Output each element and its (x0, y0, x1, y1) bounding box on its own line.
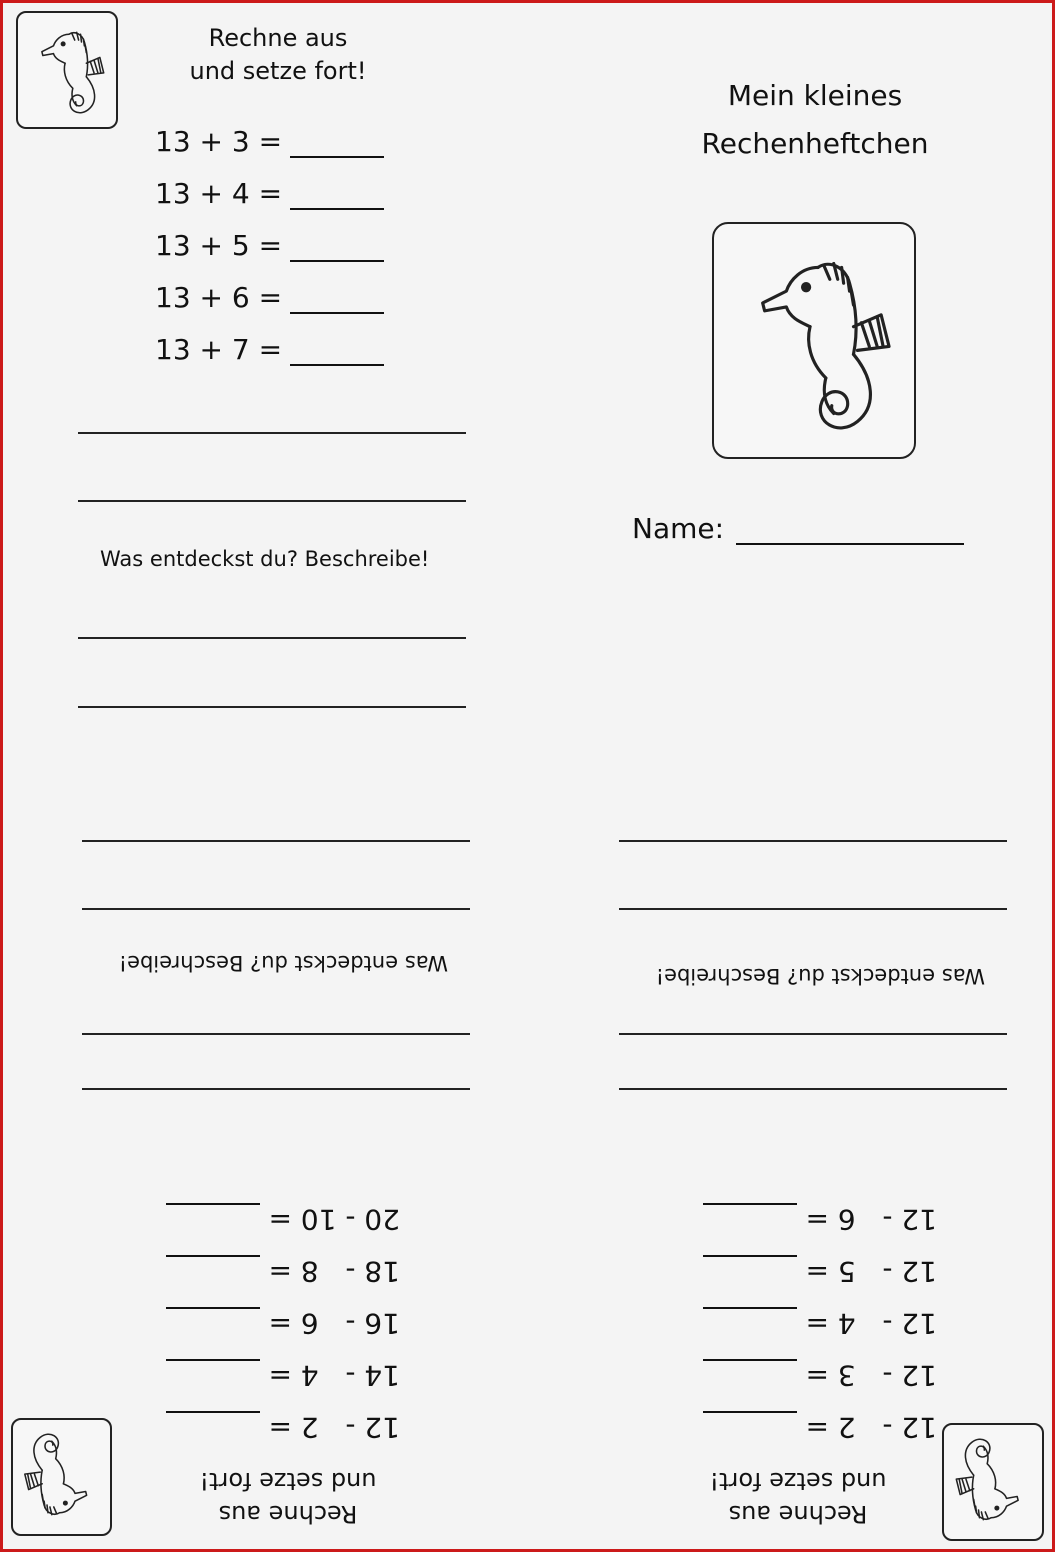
answer-blank[interactable] (703, 1203, 797, 1229)
sub-right-question: Was entdeckst du? Beschreibe! (655, 964, 985, 988)
writing-line[interactable] (82, 1033, 470, 1035)
sub-left-title (170, 1464, 406, 1530)
addition-equation-1: 13 + 3 = (155, 124, 384, 158)
sub-right-title (680, 1464, 916, 1530)
sub-left-equation-1: 12 - 2 = (166, 1411, 400, 1445)
answer-blank[interactable] (290, 340, 384, 366)
sub-left-equation-2: 14 - 4 = (166, 1359, 400, 1393)
addition-equation-5: 13 + 7 = (155, 332, 384, 366)
writing-line[interactable] (619, 1033, 1007, 1035)
writing-line[interactable] (78, 706, 466, 708)
sub-right-title-line2: und setze fort! (709, 1467, 887, 1495)
sub-right-equation-1: 12 - 2 = (703, 1411, 937, 1445)
answer-blank[interactable] (703, 1359, 797, 1385)
answer-blank[interactable] (166, 1203, 260, 1229)
addition-equation-4: 13 + 6 = (155, 280, 384, 314)
sub-left-title-line2: und setze fort! (199, 1467, 377, 1495)
cover-title (660, 72, 970, 168)
cover-title-line1: Mein kleines (727, 79, 903, 112)
addition-title-line1: Rechne aus (208, 24, 348, 52)
sub-left-title-line1: Rechne aus (218, 1500, 358, 1528)
seahorse-icon (942, 1423, 1044, 1541)
sub-left-question: Was entdeckst du? Beschreibe! (118, 951, 448, 975)
answer-blank[interactable] (290, 184, 384, 210)
name-field (632, 512, 964, 545)
answer-blank[interactable] (703, 1307, 797, 1333)
writing-line[interactable] (619, 1088, 1007, 1090)
writing-line[interactable] (78, 500, 466, 502)
writing-line[interactable] (619, 840, 1007, 842)
writing-line[interactable] (82, 1088, 470, 1090)
addition-equation-2: 13 + 4 = (155, 176, 384, 210)
sub-left-upper-block (80, 820, 470, 1100)
sub-right-equation-3: 12 - 4 = (703, 1307, 937, 1341)
seahorse-icon (11, 1418, 112, 1536)
answer-blank[interactable] (166, 1307, 260, 1333)
sub-right-equation-2: 12 - 3 = (703, 1359, 937, 1393)
writing-line[interactable] (82, 908, 470, 910)
sub-right-equations (697, 1180, 937, 1445)
answer-blank[interactable] (166, 1411, 260, 1437)
sub-right-equation-4: 12 - 5 = (703, 1255, 937, 1289)
answer-blank[interactable] (290, 132, 384, 158)
answer-blank[interactable] (166, 1255, 260, 1281)
writing-line[interactable] (82, 840, 470, 842)
addition-title-line2: und setze fort! (189, 57, 367, 85)
sub-right-equation-5: 12 - 6 = (703, 1203, 937, 1237)
addition-equation-3: 13 + 5 = (155, 228, 384, 262)
sub-right-upper-block (617, 820, 1007, 1100)
sub-left-equation-5: 20 - 10 = (166, 1203, 400, 1237)
writing-line[interactable] (78, 432, 466, 434)
sub-left-equations (160, 1180, 400, 1445)
seahorse-icon (16, 11, 118, 129)
addition-question: Was entdeckst du? Beschreibe! (100, 547, 430, 571)
name-label: Name: (632, 512, 725, 545)
cover-seahorse-illustration (712, 222, 916, 459)
answer-blank[interactable] (290, 288, 384, 314)
name-input-line[interactable] (736, 513, 964, 545)
sub-right-title-line1: Rechne aus (728, 1500, 868, 1528)
cover-title-line2: Rechenheftchen (701, 127, 929, 160)
answer-blank[interactable] (166, 1359, 260, 1385)
answer-blank[interactable] (703, 1255, 797, 1281)
writing-line[interactable] (619, 908, 1007, 910)
answer-blank[interactable] (703, 1411, 797, 1437)
seahorse-icon (714, 224, 914, 457)
writing-line[interactable] (78, 637, 466, 639)
sub-left-equation-3: 16 - 6 = (166, 1307, 400, 1341)
answer-blank[interactable] (290, 236, 384, 262)
addition-title (160, 22, 396, 88)
sub-left-equation-4: 18 - 8 = (166, 1255, 400, 1289)
